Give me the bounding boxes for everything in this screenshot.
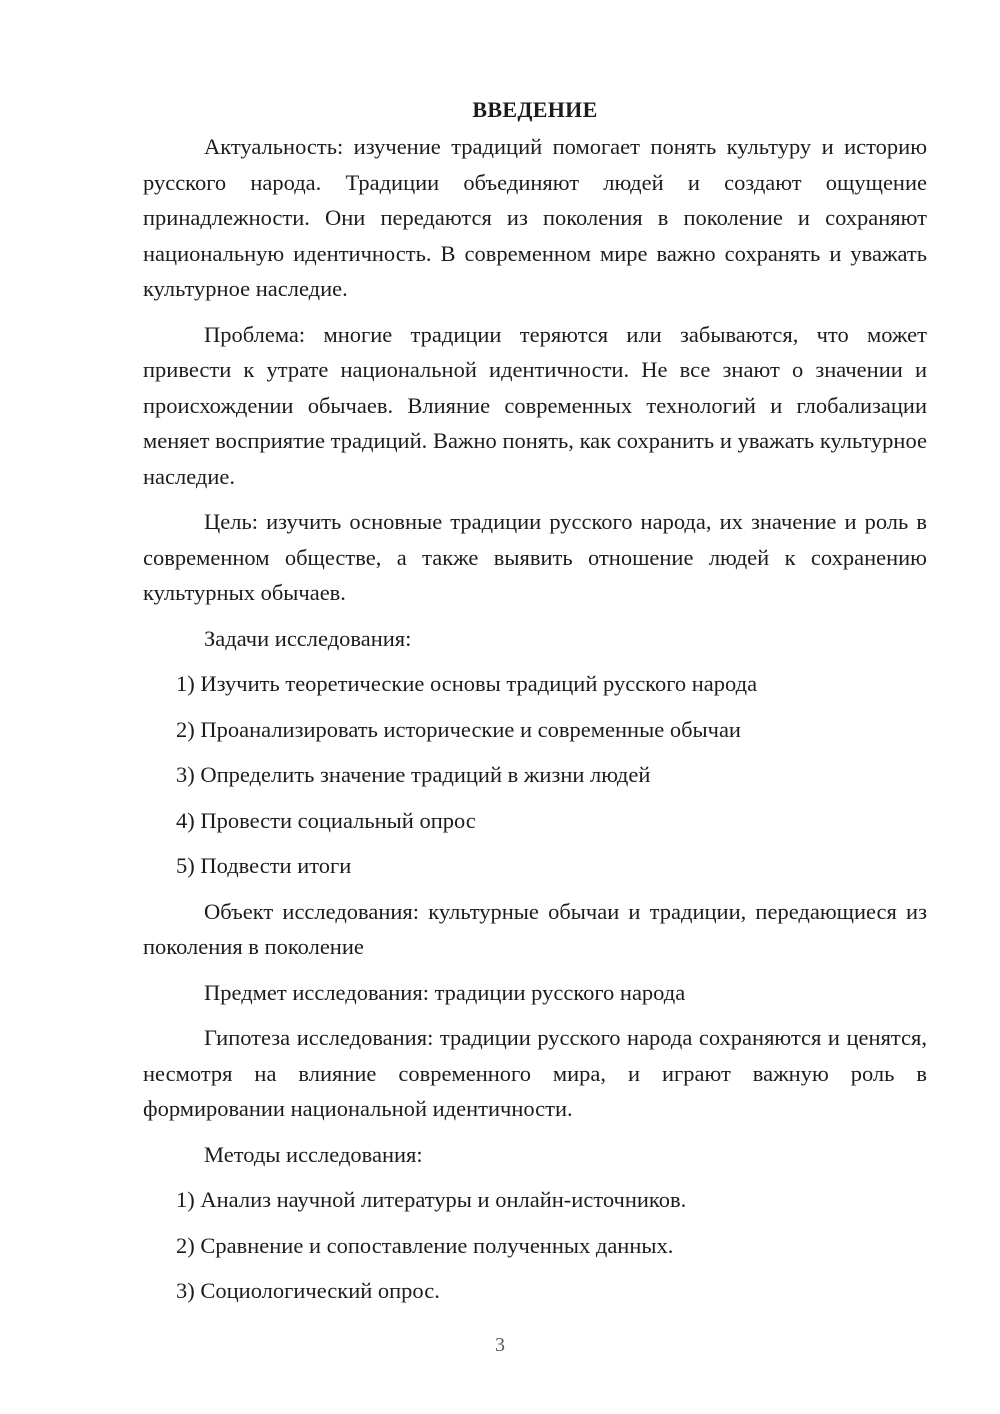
- goal-paragraph: Цель: изучить основные традиции русского народа, их значение и роль в современном обществе, а также выявить отношение людей к сохранению культурных обычаев.: [143, 509, 927, 605]
- tasks-title: Задачи исследования:: [204, 625, 412, 651]
- page-content: [143, 92, 927, 1319]
- task-item-1: 1) Изучить теоретические основы традиций русского народа: [176, 671, 758, 696]
- task-item-3: 3) Определить значение традиций в жизни людей: [176, 762, 651, 787]
- method-item-2: 2) Сравнение и сопоставление полученных данных.: [176, 1232, 674, 1258]
- task-item-2: 2) Проанализировать исторические и современные обычаи: [176, 716, 741, 742]
- methods-title: Методы исследования:: [204, 1141, 423, 1167]
- method-item-3: 3) Социологический опрос.: [176, 1278, 440, 1303]
- task-item-5: 5) Подвести итоги: [176, 853, 352, 878]
- hypothesis-paragraph: Гипотеза исследования: традиции русского народа сохраняются и ценятся, несмотря на влияние современного мира, и играют важную роль в формировании национальной идентичности.: [143, 1025, 927, 1121]
- section-heading: ВВЕДЕНИЕ: [472, 97, 598, 122]
- problem-paragraph: Проблема: многие традиции теряются или забываются, что может привести к утрате национальной идентичности. Не все знают о значении и происхождении обычаев. Влияние современных технологий и глобализации меняет восприятие традиций. Важно понять, как сохранить и уважать культурное наследие.: [143, 321, 927, 489]
- subject-paragraph: Предмет исследования: традиции русского народа: [204, 979, 686, 1005]
- relevance-paragraph: Актуальность: изучение традиций помогает понять культуру и историю русского народа. Традиции объединяют людей и создают ощущение принадлежности. Они передаются из поколения в поколение и сохраняют национальную идентичность. В современном мире важно сохранять и уважать культурное наследие.: [143, 134, 927, 301]
- object-paragraph: Объект исследования: культурные обычаи и традиции, передающиеся из поколения в поколение: [143, 898, 927, 959]
- method-item-1: 1) Анализ научной литературы и онлайн-источников.: [176, 1187, 687, 1212]
- page-number: 3: [495, 1334, 505, 1356]
- task-item-4: 4) Провести социальный опрос: [176, 807, 476, 833]
